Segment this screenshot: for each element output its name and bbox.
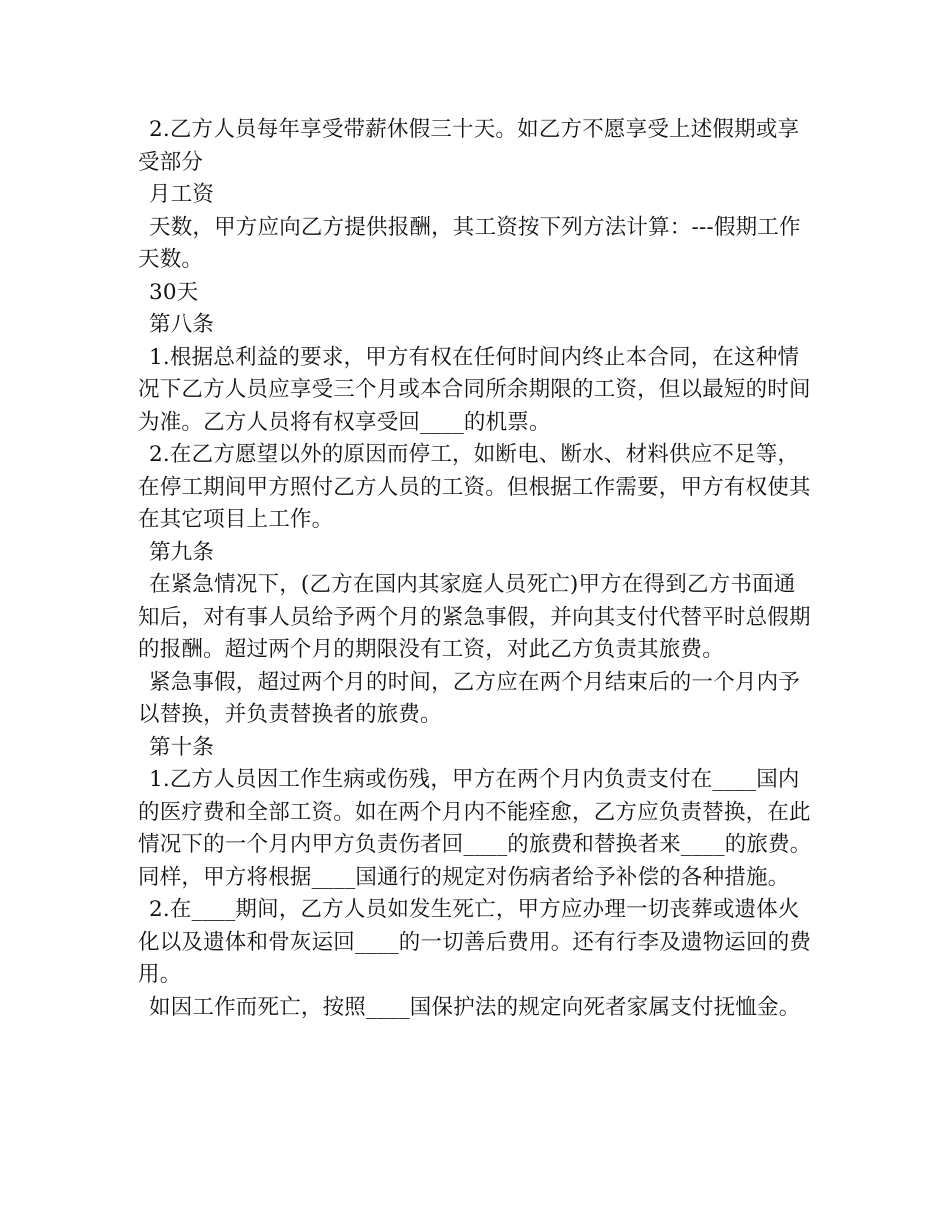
article-heading-8: 第八条: [149, 312, 215, 337]
document-page: [138, 114, 814, 1024]
article-heading-9: 第九条: [149, 539, 215, 565]
paragraph-article-8-item-1: 1.根据总利益的要求，甲方有权在任何时间内终止本合同，在这种情况下乙方人员应享受三个月或本合同所余期限的工资，但以最短的时间为准。乙方人员将有权享受回____的机票。: [138, 344, 811, 435]
paragraph-article-9-emergency: 在紧急情况下，(乙方在国内其家庭人员死亡)甲方在得到乙方书面通知后，对有事人员给予两个月的紧急事假，并向其支付代替平时总假期的报酬。超过两个月的期限没有工资，对此乙方负责其旅费。: [138, 572, 811, 662]
paragraph-thirty-days: 30天: [149, 279, 199, 305]
paragraph-leave-clause: 2.乙方人员每年享受带薪休假三十天。如乙方不愿享受上述假期或享受部分: [138, 117, 800, 175]
paragraph-article-8-item-2: 2.在乙方愿望以外的原因而停工，如断电、断水、材料供应不足等，在停工期间甲方照付乙方人员的工资。但根据工作需要，甲方有权使其在其它项目上工作。: [138, 442, 811, 532]
paragraph-article-9-replacement: 紧急事假，超过两个月的时间，乙方应在两个月结束后的一个月内予以替换，并负责替换者的旅费。: [138, 669, 801, 727]
paragraph-monthly-wage: 月工资: [149, 182, 215, 207]
paragraph-wage-formula: 天数，甲方应向乙方提供报酬，其工资按下列方法计算：---假期工作天数。: [138, 214, 801, 272]
paragraph-article-10-pension: 如因工作而死亡，按照____国保护法的规定向死者家属支付抚恤金。: [149, 994, 801, 1020]
paragraph-article-10-item-1: 1.乙方人员因工作生病或伤残，甲方在两个月内负责支付在____国内的医疗费和全部工资。如在两个月内不能痊愈，乙方应负责替换，在此情况下的一个月内甲方负责伤者回____的旅费和替换者来____的旅费。同样，甲方将根据____国通行的规定对伤病者给予补偿的各种措施。: [138, 767, 812, 890]
paragraph-article-10-item-2: 2.在____期间，乙方人员如发生死亡，甲方应办理一切丧葬或遗体火化以及遗体和骨灰运回____的一切善后费用。还有行李及遗物运回的费用。: [138, 897, 812, 987]
article-heading-10: 第十条: [149, 734, 215, 760]
